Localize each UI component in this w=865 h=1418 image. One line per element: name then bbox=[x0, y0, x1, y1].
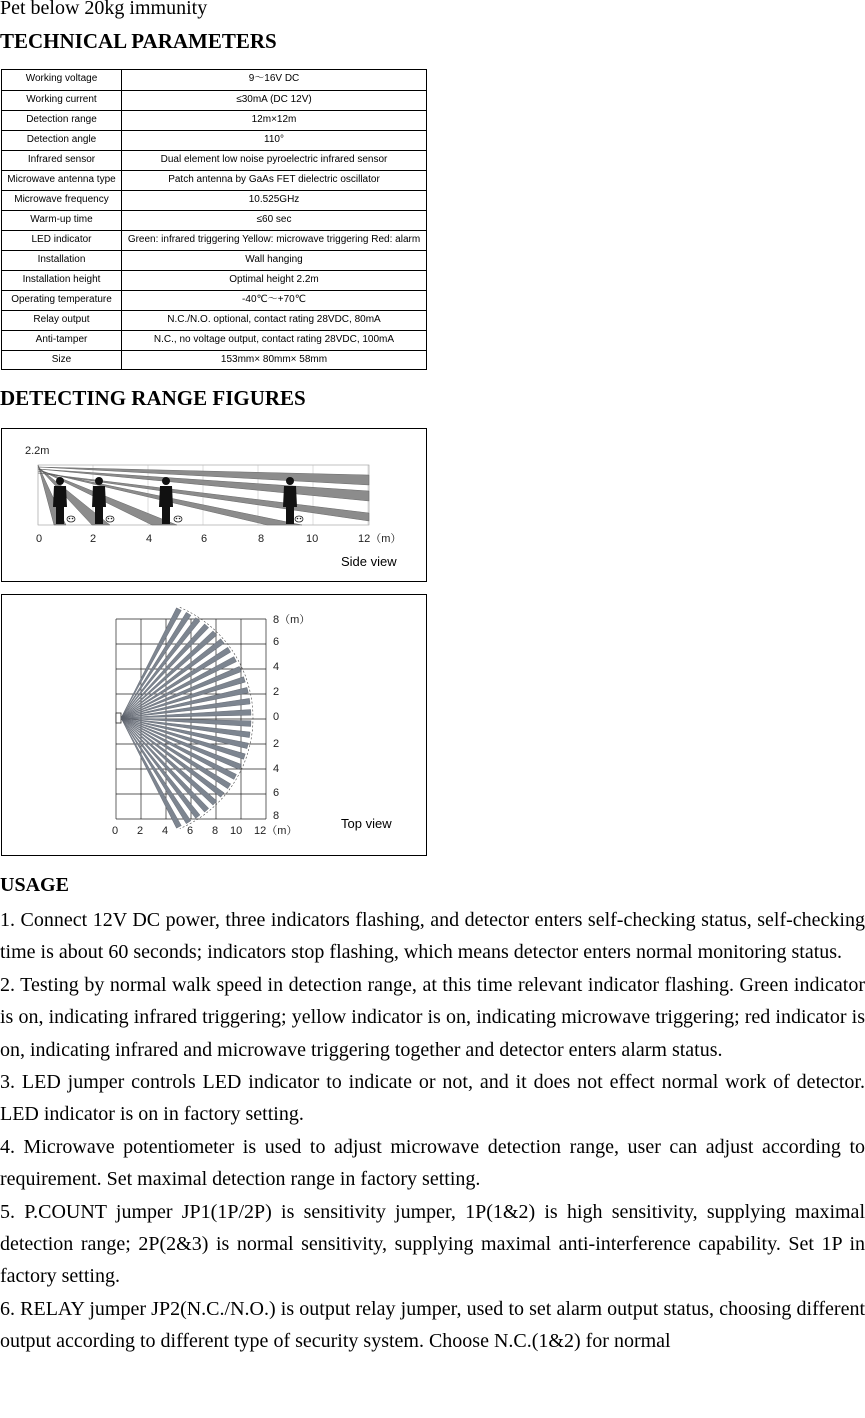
parameter-value: -40℃～+70℃ bbox=[121, 291, 426, 310]
technical-parameters-heading: TECHNICAL PARAMETERS bbox=[0, 29, 277, 53]
pet-icon bbox=[295, 516, 303, 522]
parameter-label: Anti-tamper bbox=[35, 334, 88, 345]
side-view-caption: Side view bbox=[341, 554, 397, 569]
top-x-tick: 8 bbox=[212, 825, 219, 837]
parameter-label: Microwave antenna type bbox=[7, 174, 116, 185]
parameter-row bbox=[2, 290, 426, 310]
top-view-figure bbox=[1, 594, 427, 856]
top-y-tick: 8（m） bbox=[273, 614, 311, 626]
usage-step: 6. RELAY jumper JP2(N.C./N.O.) is output relay jumper, used to set alarm output status, choosing different output according to different type of security system. Choose N.C.(1&2) for normal bbox=[0, 1297, 865, 1353]
parameter-label: Microwave frequency bbox=[14, 194, 109, 205]
parameter-label: LED indicator bbox=[31, 234, 92, 245]
parameter-value: 12m×12m bbox=[121, 111, 426, 130]
side-x-tick: 8 bbox=[258, 533, 265, 545]
top-x-tick: 6 bbox=[187, 825, 194, 837]
parameter-value: 9～16V DC bbox=[121, 70, 426, 90]
intro-text: Pet below 20kg immunity bbox=[0, 0, 208, 19]
person-silhouette bbox=[283, 477, 297, 524]
parameter-row bbox=[2, 230, 426, 250]
side-x-tick: 4 bbox=[146, 533, 153, 545]
parameter-row bbox=[2, 70, 426, 90]
parameter-row bbox=[2, 330, 426, 350]
parameter-value: ≤30mA (DC 12V) bbox=[121, 91, 426, 110]
parameter-label: Detection angle bbox=[26, 134, 97, 145]
parameter-label: Relay output bbox=[33, 314, 90, 325]
parameter-label: Working current bbox=[26, 94, 97, 105]
parameter-row bbox=[2, 250, 426, 270]
parameter-value: Patch antenna by GaAs FET dielectric oscillator bbox=[121, 171, 426, 190]
parameter-row bbox=[2, 170, 426, 190]
parameter-label: Detection range bbox=[26, 114, 97, 125]
top-x-tick: 4 bbox=[162, 825, 169, 837]
height-label: 2.2m bbox=[25, 445, 50, 457]
pet-icon bbox=[67, 516, 75, 522]
side-x-tick: 12（m） bbox=[358, 533, 402, 545]
top-y-tick: 2 bbox=[273, 686, 280, 698]
pet-icon bbox=[174, 516, 182, 522]
top-y-tick: 0 bbox=[273, 711, 280, 723]
parameter-label: Working voltage bbox=[25, 73, 98, 84]
top-y-tick: 2 bbox=[273, 738, 280, 750]
top-x-tick: 12（m） bbox=[254, 825, 298, 837]
usage-step: 1. Connect 12V DC power, three indicators flashing, and detector enters self-checking status, self-checking time is about 60 seconds; indicators stop flashing, which means detector enters normal monitoring status. bbox=[0, 909, 865, 964]
pet-icon bbox=[106, 516, 114, 522]
top-view-caption: Top view bbox=[341, 816, 392, 831]
parameter-label: Installation height bbox=[22, 274, 101, 285]
parameter-value: Optimal height 2.2m bbox=[121, 271, 426, 290]
parameter-value: N.C./N.O. optional, contact rating 28VDC, 80mA bbox=[121, 311, 426, 330]
top-y-tick: 6 bbox=[273, 787, 280, 799]
parameter-row bbox=[2, 310, 426, 330]
parameters-table bbox=[1, 69, 427, 370]
parameter-value: N.C., no voltage output, contact rating 28VDC, 100mA bbox=[121, 331, 426, 350]
usage-step: 5. P.COUNT jumper JP1(1P/2P) is sensitivity jumper, 1P(1&2) is high sensitivity, supplying maximal detection range; 2P(2&3) is normal sensitivity, supplying maximal anti-interference capability. Set 1P in factory setting. bbox=[0, 1200, 865, 1288]
parameter-label: Installation bbox=[37, 254, 86, 265]
side-view-diagram bbox=[2, 429, 426, 581]
parameter-label: Warm-up time bbox=[30, 214, 93, 225]
usage-step: 4. Microwave potentiometer is used to adjust microwave detection range, user can adjust according to requirement. Set maximal detection range in factory setting. bbox=[0, 1135, 865, 1191]
detector-icon bbox=[116, 713, 121, 723]
side-x-tick: 2 bbox=[90, 533, 97, 545]
usage-step: 2. Testing by normal walk speed in detection range, at this time relevant indicator flashing. Green indicator is on, indicating infrared triggering; yellow indicator is on, indicating microwave triggering; red indicator is on, indicating infrared and microwave triggering together and detector enters alarm status. bbox=[0, 973, 865, 1061]
parameter-row bbox=[2, 90, 426, 110]
parameter-row bbox=[2, 130, 426, 150]
person-silhouette bbox=[159, 477, 173, 524]
parameter-row bbox=[2, 150, 426, 170]
parameter-value: ≤60 sec bbox=[121, 211, 426, 230]
top-x-tick: 0 bbox=[112, 825, 119, 837]
side-x-tick: 10 bbox=[306, 533, 319, 545]
usage-step: 3. LED jumper controls LED indicator to indicate or not, and it does not effect normal work of detector. LED indicator is on in factory setting. bbox=[0, 1071, 865, 1126]
parameter-value: Dual element low noise pyroelectric infrared sensor bbox=[121, 151, 426, 170]
parameter-row bbox=[2, 350, 426, 369]
parameter-value: 110° bbox=[121, 131, 426, 150]
top-y-tick: 8 bbox=[273, 810, 280, 822]
parameter-label: Operating temperature bbox=[11, 294, 112, 305]
detecting-range-heading: DETECTING RANGE FIGURES bbox=[0, 386, 306, 410]
parameter-row bbox=[2, 210, 426, 230]
top-x-tick: 2 bbox=[137, 825, 144, 837]
side-x-tick: 6 bbox=[201, 533, 208, 545]
top-y-tick: 6 bbox=[273, 636, 280, 648]
parameter-label: Size bbox=[51, 354, 72, 365]
side-x-tick: 0 bbox=[36, 533, 43, 545]
parameter-row bbox=[2, 270, 426, 290]
parameter-value: 10.525GHz bbox=[121, 191, 426, 210]
top-x-tick: 10 bbox=[230, 825, 243, 837]
parameter-value: Green: infrared triggering Yellow: microwave triggering Red: alarm bbox=[121, 231, 426, 250]
top-view-diagram bbox=[2, 595, 426, 855]
parameter-value: Wall hanging bbox=[121, 251, 426, 270]
parameter-row bbox=[2, 110, 426, 130]
usage-section bbox=[0, 904, 865, 1358]
parameter-row bbox=[2, 190, 426, 210]
parameter-label: Infrared sensor bbox=[27, 154, 96, 165]
top-y-tick: 4 bbox=[273, 763, 280, 775]
top-y-tick: 4 bbox=[273, 661, 280, 673]
usage-heading: USAGE bbox=[0, 874, 69, 896]
side-view-figure bbox=[1, 428, 427, 582]
parameter-value: 153mm× 80mm× 58mm bbox=[121, 351, 426, 369]
